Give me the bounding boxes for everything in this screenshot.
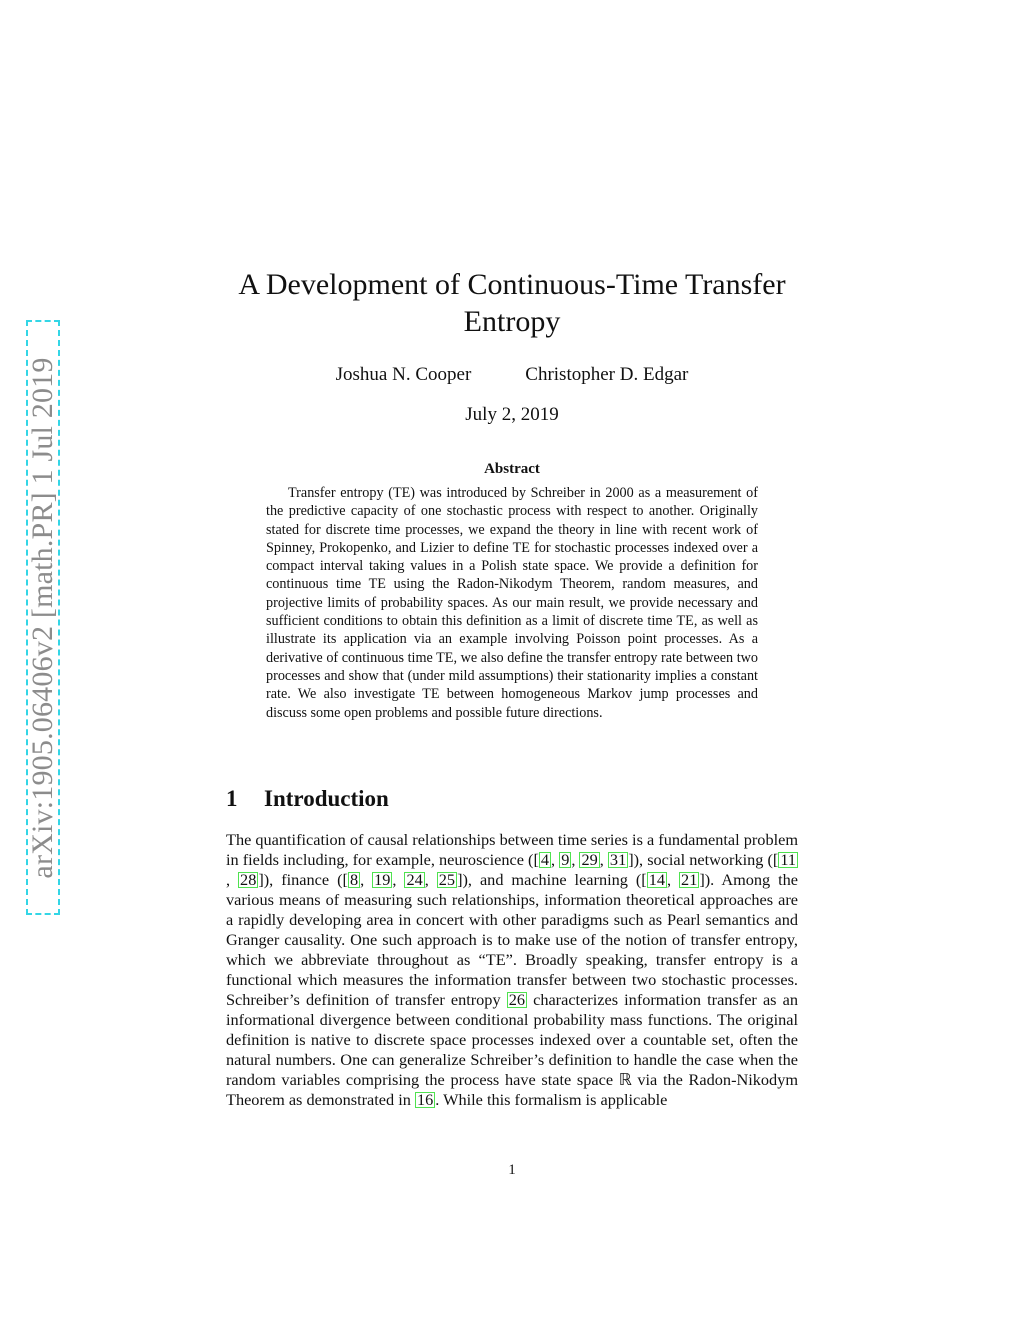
- body-text-run: ]), social networking ([: [628, 850, 779, 869]
- citation-link[interactable]: 26: [508, 990, 525, 1009]
- arxiv-identifier-stamp[interactable]: [26, 320, 60, 915]
- page-number: 1: [508, 1162, 516, 1178]
- citation-link[interactable]: 31: [609, 850, 627, 869]
- body-text-run: ]), and machine learning ([: [457, 870, 647, 889]
- citation-link[interactable]: 14: [648, 870, 665, 889]
- body-text-run: ]), finance ([: [258, 870, 348, 889]
- body-text-run: ]). Among the various means of measuring such relationships, information theoretical approaches are a rapidly developing area in concert with other paradigms such as Pearl semantics and Granger causality. One such approach is to make use of the notion of transfer entropy, which we abbreviate throughout as “TE”. Broadly speaking, transfer entropy is a functional which measures the information transfer between two stochastic processes. Schreiber’s definition of transfer entropy: [226, 870, 799, 1009]
- title-line-2: Entropy: [463, 305, 561, 338]
- citation-link[interactable]: 9: [561, 850, 570, 869]
- section-heading: [226, 786, 389, 812]
- citation-link[interactable]: 8: [349, 870, 359, 889]
- author-name: Christopher D. Edgar: [525, 364, 689, 385]
- abstract-text: Transfer entropy (TE) was introduced by Schreiber in 2000 as a measurement of the predictive capacity of one stochastic process with respect to another. Originally stated for discrete time processes, we expand the theory in line with recent work of Spinney, Prokopenko, and Lizier to define TE for stochastic processes indexed over a compact interval taking values in a Polish state space. We provide a definition for continuous time TE using the Radon-Nikodym Theorem, random measures, and projective limits of probability spaces. As our main result, we provide necessary and sufficient conditions to obtain this definition as a limit of discrete time TE, as well as illustrate its application via an example involving Poisson point processes. As a derivative of continuous time TE, we also define the transfer entropy rate between two processes and show that (under mild assumptions) their stationarity implies a constant rate. We also investigate TE between homogeneous Markov jump processes and discuss some open problems and possible future directions.: [266, 485, 758, 721]
- publication-date: July 2, 2019: [465, 404, 559, 425]
- citation-link[interactable]: 28: [240, 870, 257, 889]
- section-title: Introduction: [264, 786, 389, 811]
- title-line-1: A Development of Continuous-Time Transfer: [238, 268, 786, 301]
- abstract-heading: Abstract: [484, 461, 540, 477]
- introduction-paragraph: The quantification of causal relationships between time series is a fundamental problem in fields including, for example, neuroscience ([ 4 , 9 , 29 , 31 ]), social networking ([ 11, 28 ]), finance ([ 8 , 19 , 24 , 25 ]), and machine learning ([ 14 , 21 ]). Among the various means of measuring such relationships, information theoretical approaches are a rapidly developing area in concert with other paradigms such as Pearl semantics and Granger causality. One such approach is to make use of the notion of transfer entropy, which we abbreviate throughout as “TE”. Broadly speaking, transfer entropy is a functional which measures the information transfer between two stochastic processes. Schreiber’s definition of transfer entropy 26 characterizes information transfer as an informational divergence between conditional probability mass functions. The original definition is native to discrete space processes indexed over a countable set, often the natural numbers. One can generalize Schreiber’s definition to handle the case when the random variables comprising the process have state space ℝ via the Radon-Nikodym Theorem as demonstrated in 16 . While this formalism is applicable: [226, 830, 799, 1109]
- body-text-run: characterizes information transfer as an informational divergence between conditional probability mass functions. The original definition is native to discrete space processes indexed over a countable set, often the natural numbers. One can generalize Schreiber’s definition to handle the case when the random variables comprising the process have state space ℝ via the Radon-Nikodym Theorem as demonstrated in: [226, 990, 798, 1109]
- arxiv-identifier-text: arXiv:1905.06406v2 [math.PR] 1 Jul 2019: [26, 356, 59, 879]
- citation-link[interactable]: 24: [406, 870, 423, 889]
- section-number: 1: [226, 786, 238, 811]
- citation-link[interactable]: 29: [581, 850, 598, 869]
- citation-link[interactable]: 4: [540, 850, 550, 869]
- author-list: [200, 364, 824, 386]
- author-name: Joshua N. Cooper: [335, 364, 472, 385]
- citation-link[interactable]: 21: [681, 870, 698, 889]
- body-text-run: The quantification of causal relationships between time series is a fundamental problem in fields including, for example, neuroscience ([: [226, 830, 798, 869]
- citation-link[interactable]: 25: [438, 870, 456, 889]
- paper-title: [200, 266, 824, 340]
- citation-link[interactable]: 16: [416, 1090, 434, 1109]
- citation-link[interactable]: 11: [780, 850, 797, 869]
- citation-link[interactable]: 19: [374, 870, 391, 889]
- body-text-run: . While this formalism is applicable: [435, 1090, 668, 1109]
